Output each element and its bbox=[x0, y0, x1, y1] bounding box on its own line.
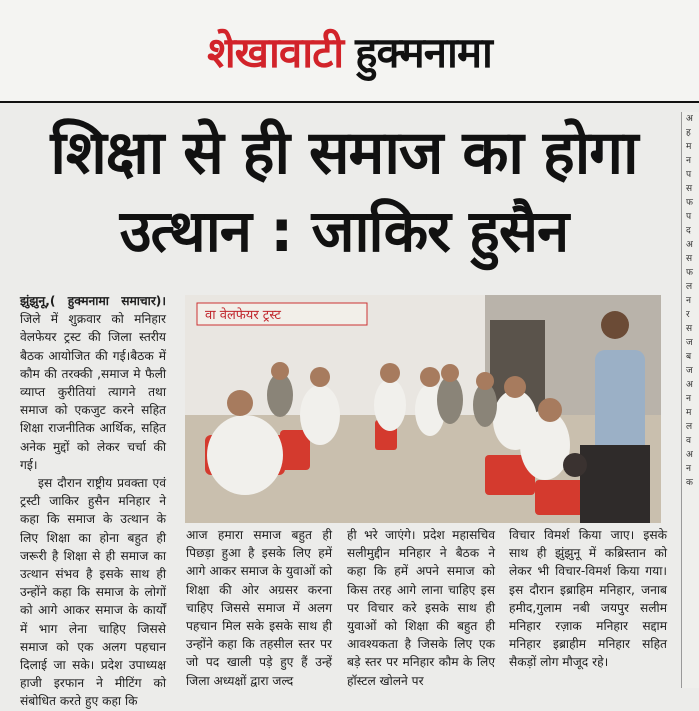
masthead-brand-red: शेखावाटी bbox=[207, 27, 344, 77]
adjacent-article-char: स bbox=[686, 324, 693, 334]
article-column-3: ही भरे जाएंगे। प्रदेश महासचिव सलीमुद्दीन मनिहार ने बैठक ने कहा कि हमें अपने समाज को किस तरह आगे लाना चाहिए इस पर विचार करे इसके साथ ही युवाओं को शिक्षा की बहुत ही आवश्यकता है जिसके लिए एक बड़े स्तर पर मनिहार कौम के लिए हॉस्टल खोलने पर bbox=[347, 528, 495, 688]
adjacent-article-char: न bbox=[686, 156, 691, 166]
adjacent-article-char: न bbox=[686, 296, 691, 306]
adjacent-article-char: ल bbox=[686, 282, 693, 292]
adjacent-article-char: ज bbox=[686, 338, 693, 348]
adjacent-article-char: फ bbox=[686, 268, 693, 278]
photo-banner-text: वा वेलफेयर ट्रस्ट bbox=[205, 308, 281, 323]
adjacent-article-char: न bbox=[686, 394, 691, 404]
article-paragraph-1-text: जिले में शुक्रवार को मनिहार वेलफेयर ट्रस्ट की जिला स्तरीय बैठक आयोजित की गई।बैठक में कौम की तरक्की ,समाज मे फैली व्याप्त कुरीतियां त्यागने तथा समाज को एकजुट करने सहित शिक्षा राजनीतिक आर्थिक, सहित अनेक मुद्दों को लेकर चर्चा की गई। bbox=[20, 312, 166, 472]
masthead bbox=[0, 0, 699, 102]
adjacent-article-char: अ bbox=[686, 240, 693, 250]
masthead-rule bbox=[0, 101, 699, 103]
adjacent-article-char: अ bbox=[686, 114, 693, 124]
adjacent-article-char: क bbox=[686, 478, 693, 488]
adjacent-article-char: र bbox=[686, 310, 690, 320]
adjacent-article-strip bbox=[681, 112, 699, 688]
adjacent-article-char: ब bbox=[686, 352, 692, 362]
adjacent-article-char: म bbox=[686, 408, 692, 418]
article-column-2: आज हमारा समाज बहुत ही पिछड़ा हुआ है इसके लिए हमें आगे आकर समाज के युवाओं को शिक्षा की ओर अग्रसर करना चाहिए जिससे समाज में अलग पहचान मिल सके इसके साथ ही उन्होंने कहा कि तहसील स्तर पर जो पद खाली पड़े हुए हैं उन्हें जिला अध्यक्षों द्वारा जल्द bbox=[186, 528, 332, 688]
adjacent-article-char: ज bbox=[686, 366, 693, 376]
adjacent-article-char: फ bbox=[686, 198, 693, 208]
adjacent-article-char: स bbox=[686, 254, 693, 264]
headline bbox=[10, 112, 678, 268]
adjacent-article-char: ह bbox=[686, 128, 691, 138]
article-column-1 bbox=[20, 292, 166, 711]
adjacent-article-char: अ bbox=[686, 380, 693, 390]
adjacent-article-char: प bbox=[686, 170, 692, 180]
adjacent-article-char: द bbox=[686, 226, 691, 236]
adjacent-article-char: ल bbox=[686, 422, 693, 432]
article-column-4: विचार विमर्श किया जाए। इसके साथ ही झुंझुनू में कब्रिस्तान को लेकर भी विचार-विमर्श किया गया।इस दौरान इब्राहिम मनिहार, जनाब हमीद,गुलाम नबी जयपुर सलीम मनिहार रज़ाक मनिहार सद्दाम मनिहार इब्राहीम मनिहार सहित सैकड़ों लोग मौजूद रहे। bbox=[509, 528, 667, 670]
headline-line-1: शिक्षा से ही समाज का होगा bbox=[50, 118, 638, 188]
adjacent-article-char: म bbox=[686, 142, 692, 152]
adjacent-article-char: अ bbox=[686, 450, 693, 460]
article-paragraph-2: इस दौरान राष्ट्रीय प्रवक्ता एवं ट्रस्टी जाकिर हुसैन मनिहार ने कहा कि समाज के उत्थान के लिए शिक्षा का होना बहुत ही जरूरी है शिक्षा से ही समाज का उत्थान संभव है इसके साथ ही उन्होंने कहा कि समाज के लोगों को आगे आकर समाज के कार्यों में भाग लेना चाहिए जिससे समाज को एक अलग पहचान दिलाई जा सके। प्रदेश उपाध्यक्ष हाजी इरफान ने मीटिंग को संबोधित करते हुए कहा कि bbox=[20, 476, 166, 709]
dateline: झुंझुनू,( हुक्मनामा समाचार)। bbox=[20, 294, 166, 308]
adjacent-article-char: प bbox=[686, 212, 692, 222]
article-paragraph-1 bbox=[20, 292, 166, 474]
headline-line-2: उत्थान : जाकिर हुसैन bbox=[119, 197, 569, 265]
masthead-brand-black: हुक्मनामा bbox=[355, 27, 492, 77]
adjacent-article-char: व bbox=[686, 436, 692, 446]
adjacent-article-char: स bbox=[686, 184, 693, 194]
adjacent-article-char: न bbox=[686, 464, 691, 474]
meeting-photo bbox=[185, 295, 661, 523]
